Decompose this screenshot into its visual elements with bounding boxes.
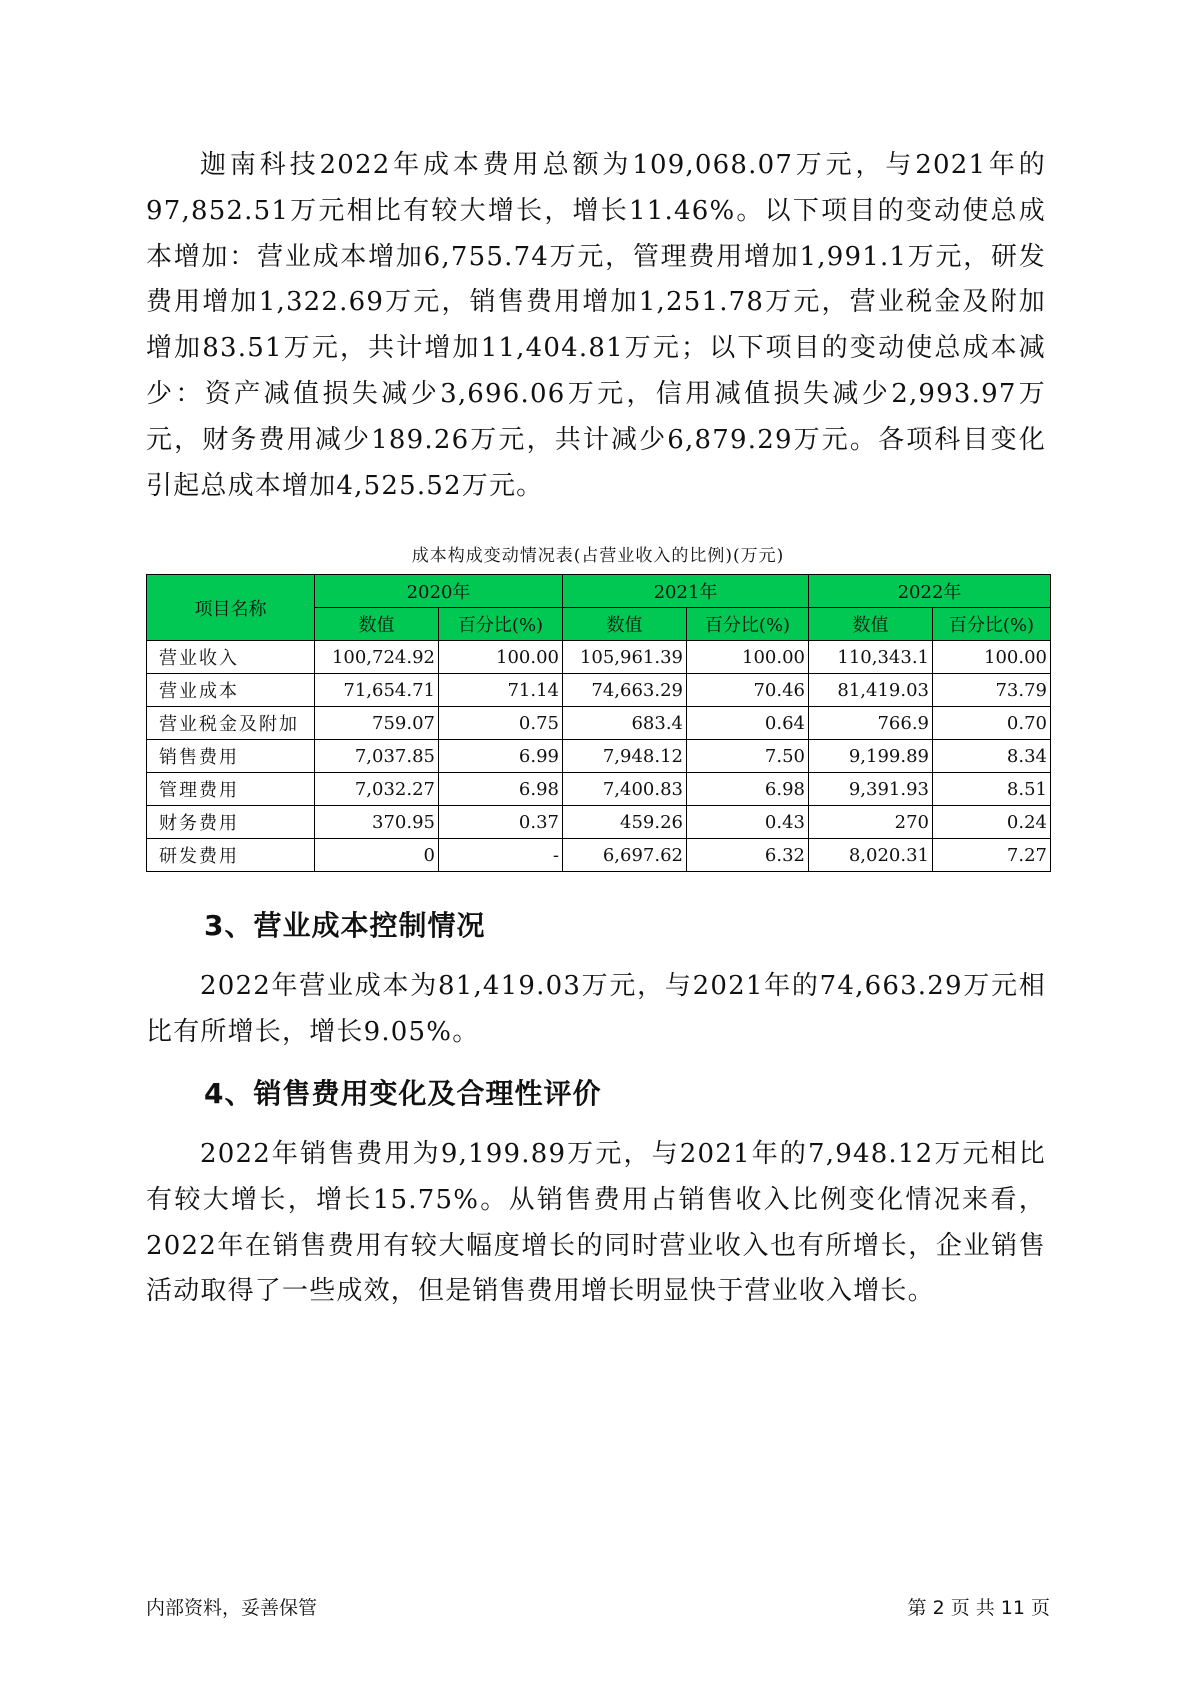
cell-percent: 0.64 (687, 707, 809, 740)
table-row (147, 707, 1051, 740)
cell-value: 6,697.62 (563, 839, 687, 872)
cell-percent: 0.37 (439, 806, 563, 839)
table-row (147, 773, 1051, 806)
cell-percent: 8.51 (933, 773, 1051, 806)
intro-paragraph: 迦南科技2022年成本费用总额为109,068.07万元，与2021年的97,852.51万元相比有较大增长，增长11.46%。以下项目的变动使总成本增加：营业成本增加6,755.74万元，管理费用增加1,991.1万元，研发费用增加1,322.69万元，销售费用增加1,251.78万元，营业税金及附加增加83.51万元，共计增加11,404.81万元；以下项目的变动使总成本减少：资产减值损失减少3,696.06万元，信用减值损失减少2,993.97万元，财务费用减少189.26万元，共计减少6,879.29万元。各项科目变化引起总成本增加4,525.52万元。 (146, 150, 1046, 501)
cell-value: 105,961.39 (563, 641, 687, 674)
table-row (147, 641, 1051, 674)
row-label: 销售费用 (147, 740, 315, 773)
header-value: 数值 (809, 608, 933, 641)
cell-percent: 0.43 (687, 806, 809, 839)
cell-percent: 6.32 (687, 839, 809, 872)
footer-page-number: 第 2 页 共 11 页 (907, 1597, 1050, 1619)
header-percent: 百分比(%) (439, 608, 563, 641)
cost-structure-table (146, 574, 1051, 872)
row-label: 营业税金及附加 (147, 707, 315, 740)
table-row (147, 674, 1051, 707)
cell-percent: 6.98 (439, 773, 563, 806)
cell-percent: 8.34 (933, 740, 1051, 773)
section-heading-sales-expense: 4、销售费用变化及合理性评价 (204, 1077, 602, 1110)
cell-percent: - (439, 839, 563, 872)
header-year-2021: 2021年 (563, 575, 809, 608)
table-row (147, 740, 1051, 773)
cell-percent: 6.99 (439, 740, 563, 773)
cell-percent: 0.75 (439, 707, 563, 740)
table-row (147, 806, 1051, 839)
cell-value: 0 (315, 839, 439, 872)
cell-percent: 70.46 (687, 674, 809, 707)
cell-value: 270 (809, 806, 933, 839)
table-header-row-years (147, 575, 1051, 608)
cell-value: 74,663.29 (563, 674, 687, 707)
cell-value: 459.26 (563, 806, 687, 839)
cell-value: 71,654.71 (315, 674, 439, 707)
cell-value: 9,199.89 (809, 740, 933, 773)
row-label: 研发费用 (147, 839, 315, 872)
cell-percent: 6.98 (687, 773, 809, 806)
row-label: 营业收入 (147, 641, 315, 674)
cell-percent: 73.79 (933, 674, 1051, 707)
header-percent: 百分比(%) (933, 608, 1051, 641)
cell-percent: 100.00 (687, 641, 809, 674)
cell-percent: 100.00 (439, 641, 563, 674)
row-label: 财务费用 (147, 806, 315, 839)
cell-value: 9,391.93 (809, 773, 933, 806)
cell-percent: 0.70 (933, 707, 1051, 740)
cell-percent: 7.50 (687, 740, 809, 773)
header-year-2022: 2022年 (809, 575, 1051, 608)
cell-value: 110,343.1 (809, 641, 933, 674)
header-value: 数值 (563, 608, 687, 641)
row-label: 营业成本 (147, 674, 315, 707)
header-value: 数值 (315, 608, 439, 641)
operating-cost-paragraph: 2022年营业成本为81,419.03万元，与2021年的74,663.29万元相比有所增长，增长9.05%。 (146, 971, 1046, 1047)
cell-percent: 71.14 (439, 674, 563, 707)
cell-value: 8,020.31 (809, 839, 933, 872)
cell-value: 766.9 (809, 707, 933, 740)
cell-value: 370.95 (315, 806, 439, 839)
cell-percent: 7.27 (933, 839, 1051, 872)
cell-value: 100,724.92 (315, 641, 439, 674)
header-year-2020: 2020年 (315, 575, 563, 608)
cell-value: 7,400.83 (563, 773, 687, 806)
sales-expense-paragraph: 2022年销售费用为9,199.89万元，与2021年的7,948.12万元相比有较大增长，增长15.75%。从销售费用占销售收入比例变化情况来看，2022年在销售费用有较大幅度增长的同时营业收入也有所增长，企业销售活动取得了一些成效，但是销售费用增长明显快于营业收入增长。 (146, 1139, 1046, 1307)
cell-value: 683.4 (563, 707, 687, 740)
cell-value: 7,948.12 (563, 740, 687, 773)
cell-value: 759.07 (315, 707, 439, 740)
header-percent: 百分比(%) (687, 608, 809, 641)
section-heading-operating-cost: 3、营业成本控制情况 (204, 909, 486, 942)
cell-percent: 100.00 (933, 641, 1051, 674)
cell-value: 7,032.27 (315, 773, 439, 806)
cell-percent: 0.24 (933, 806, 1051, 839)
row-label: 管理费用 (147, 773, 315, 806)
table-row (147, 839, 1051, 872)
cell-value: 81,419.03 (809, 674, 933, 707)
header-item-name: 项目名称 (147, 575, 315, 641)
footer-confidential-note: 内部资料，妥善保管 (146, 1597, 318, 1619)
table-caption: 成本构成变动情况表(占营业收入的比例)(万元) (411, 546, 785, 566)
cell-value: 7,037.85 (315, 740, 439, 773)
